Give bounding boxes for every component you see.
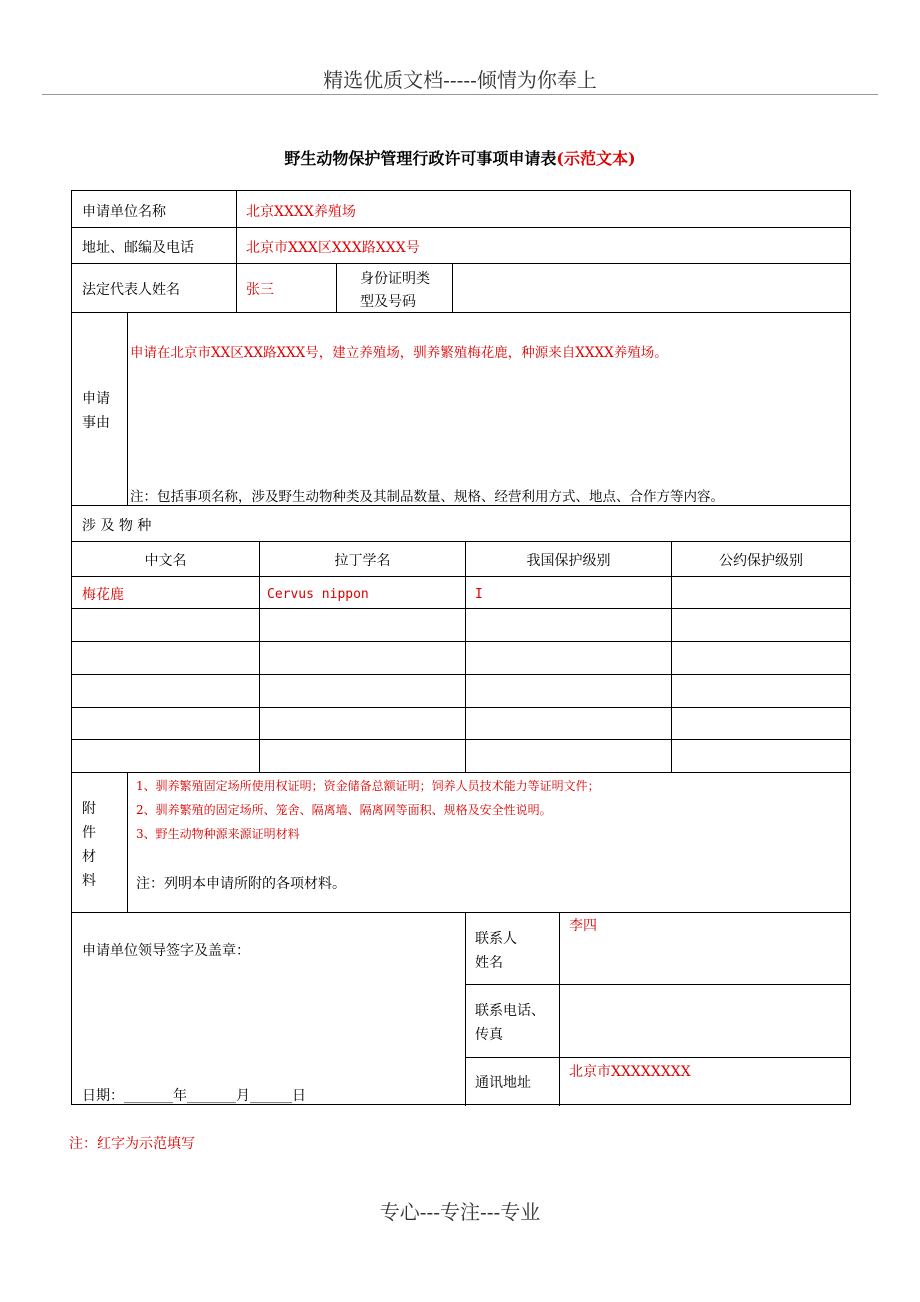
footnote: 注：红字为示范填写 [69,1136,195,1152]
address-value[interactable]: 北京市XXX区XXX路XXX号 [246,240,420,256]
legal-rep-label: 法定代表人姓名 [82,282,180,298]
signature-date[interactable] [82,1085,306,1105]
attachment-item-3[interactable]: 3、野生动物种源来源证明材料 [136,827,300,841]
id-type-label-2: 型及号码 [360,294,416,310]
title-main: 野生动物保护管理行政许可事项申请表 [284,149,557,168]
species-label: 涉 及 物 种 [82,518,152,534]
species-national-level[interactable]: I [475,587,483,602]
mailing-address-value[interactable]: 北京市XXXXXXXX [569,1064,691,1080]
attachment-item-2[interactable]: 2、驯养繁殖的固定场所、笼舍、隔离墙、隔离网等面积、规格及安全性说明。 [136,803,552,817]
title-suffix: (示范文本) [556,149,636,168]
page-header: 精选优质文档-----倾情为你奉上 [323,68,597,92]
reason-note: 注：包括事项名称，涉及野生动物种类及其制品数量、规格、经营利用方式、地点、合作方等内容。 [130,489,724,505]
date-day-label: 日 [292,1088,306,1104]
date-year-blank: _______ [124,1088,173,1104]
applicant-name-value[interactable]: 北京XXXX养殖场 [246,204,356,220]
address-label: 地址、邮编及电话 [82,240,194,256]
species-header-latin: 拉丁学名 [334,553,391,569]
attachment-item-1[interactable]: 1、驯养繁殖固定场所使用权证明；资金储备总额证明；饲养人员技术能力等证明文件； [136,779,600,793]
contact-name-label-1: 联系人 [475,931,517,947]
contact-name-label-2: 姓名 [475,955,503,971]
legal-rep-value[interactable]: 张三 [246,282,274,298]
attachments-label-1: 附 [82,801,96,817]
reason-label-1: 申请 [82,391,110,407]
species-header-national: 我国保护级别 [526,553,611,569]
id-type-label-1: 身份证明类 [360,271,430,287]
date-label: 日期： [82,1088,124,1104]
header-divider [42,94,878,95]
contact-name-value[interactable]: 李四 [569,918,597,934]
signature-label: 申请单位领导签字及盖章： [82,943,250,959]
date-month-label: 月 [236,1088,250,1104]
attachments-label-3: 材 [82,849,96,865]
species-header-cn: 中文名 [144,553,187,569]
date-month-blank: _______ [187,1088,236,1104]
species-header-convention: 公约保护级别 [719,553,803,569]
mailing-address-label: 通讯地址 [475,1075,531,1091]
reason-label-2: 事由 [82,415,110,431]
contact-phone-label-2: 传真 [475,1027,503,1043]
species-cn-name[interactable]: 梅花鹿 [82,587,124,603]
form-title [0,146,920,169]
date-year-label: 年 [173,1088,187,1104]
attachments-note: 注：列明本申请所附的各项材料。 [136,876,346,892]
applicant-name-label: 申请单位名称 [82,204,166,220]
application-form [71,190,851,1105]
reason-text[interactable]: 申请在北京市XX区XX路XXX号，建立养殖场，驯养繁殖梅花鹿，种源来自XXXX养殖场。 [130,345,668,361]
species-latin-name[interactable]: Cervus nippon [267,587,369,602]
date-day-blank: ______ [250,1088,292,1104]
page-footer: 专心---专注---专业 [379,1200,541,1224]
attachments-label-4: 料 [82,873,96,889]
contact-phone-label-1: 联系电话、 [475,1003,545,1019]
attachments-label-2: 件 [82,825,96,841]
